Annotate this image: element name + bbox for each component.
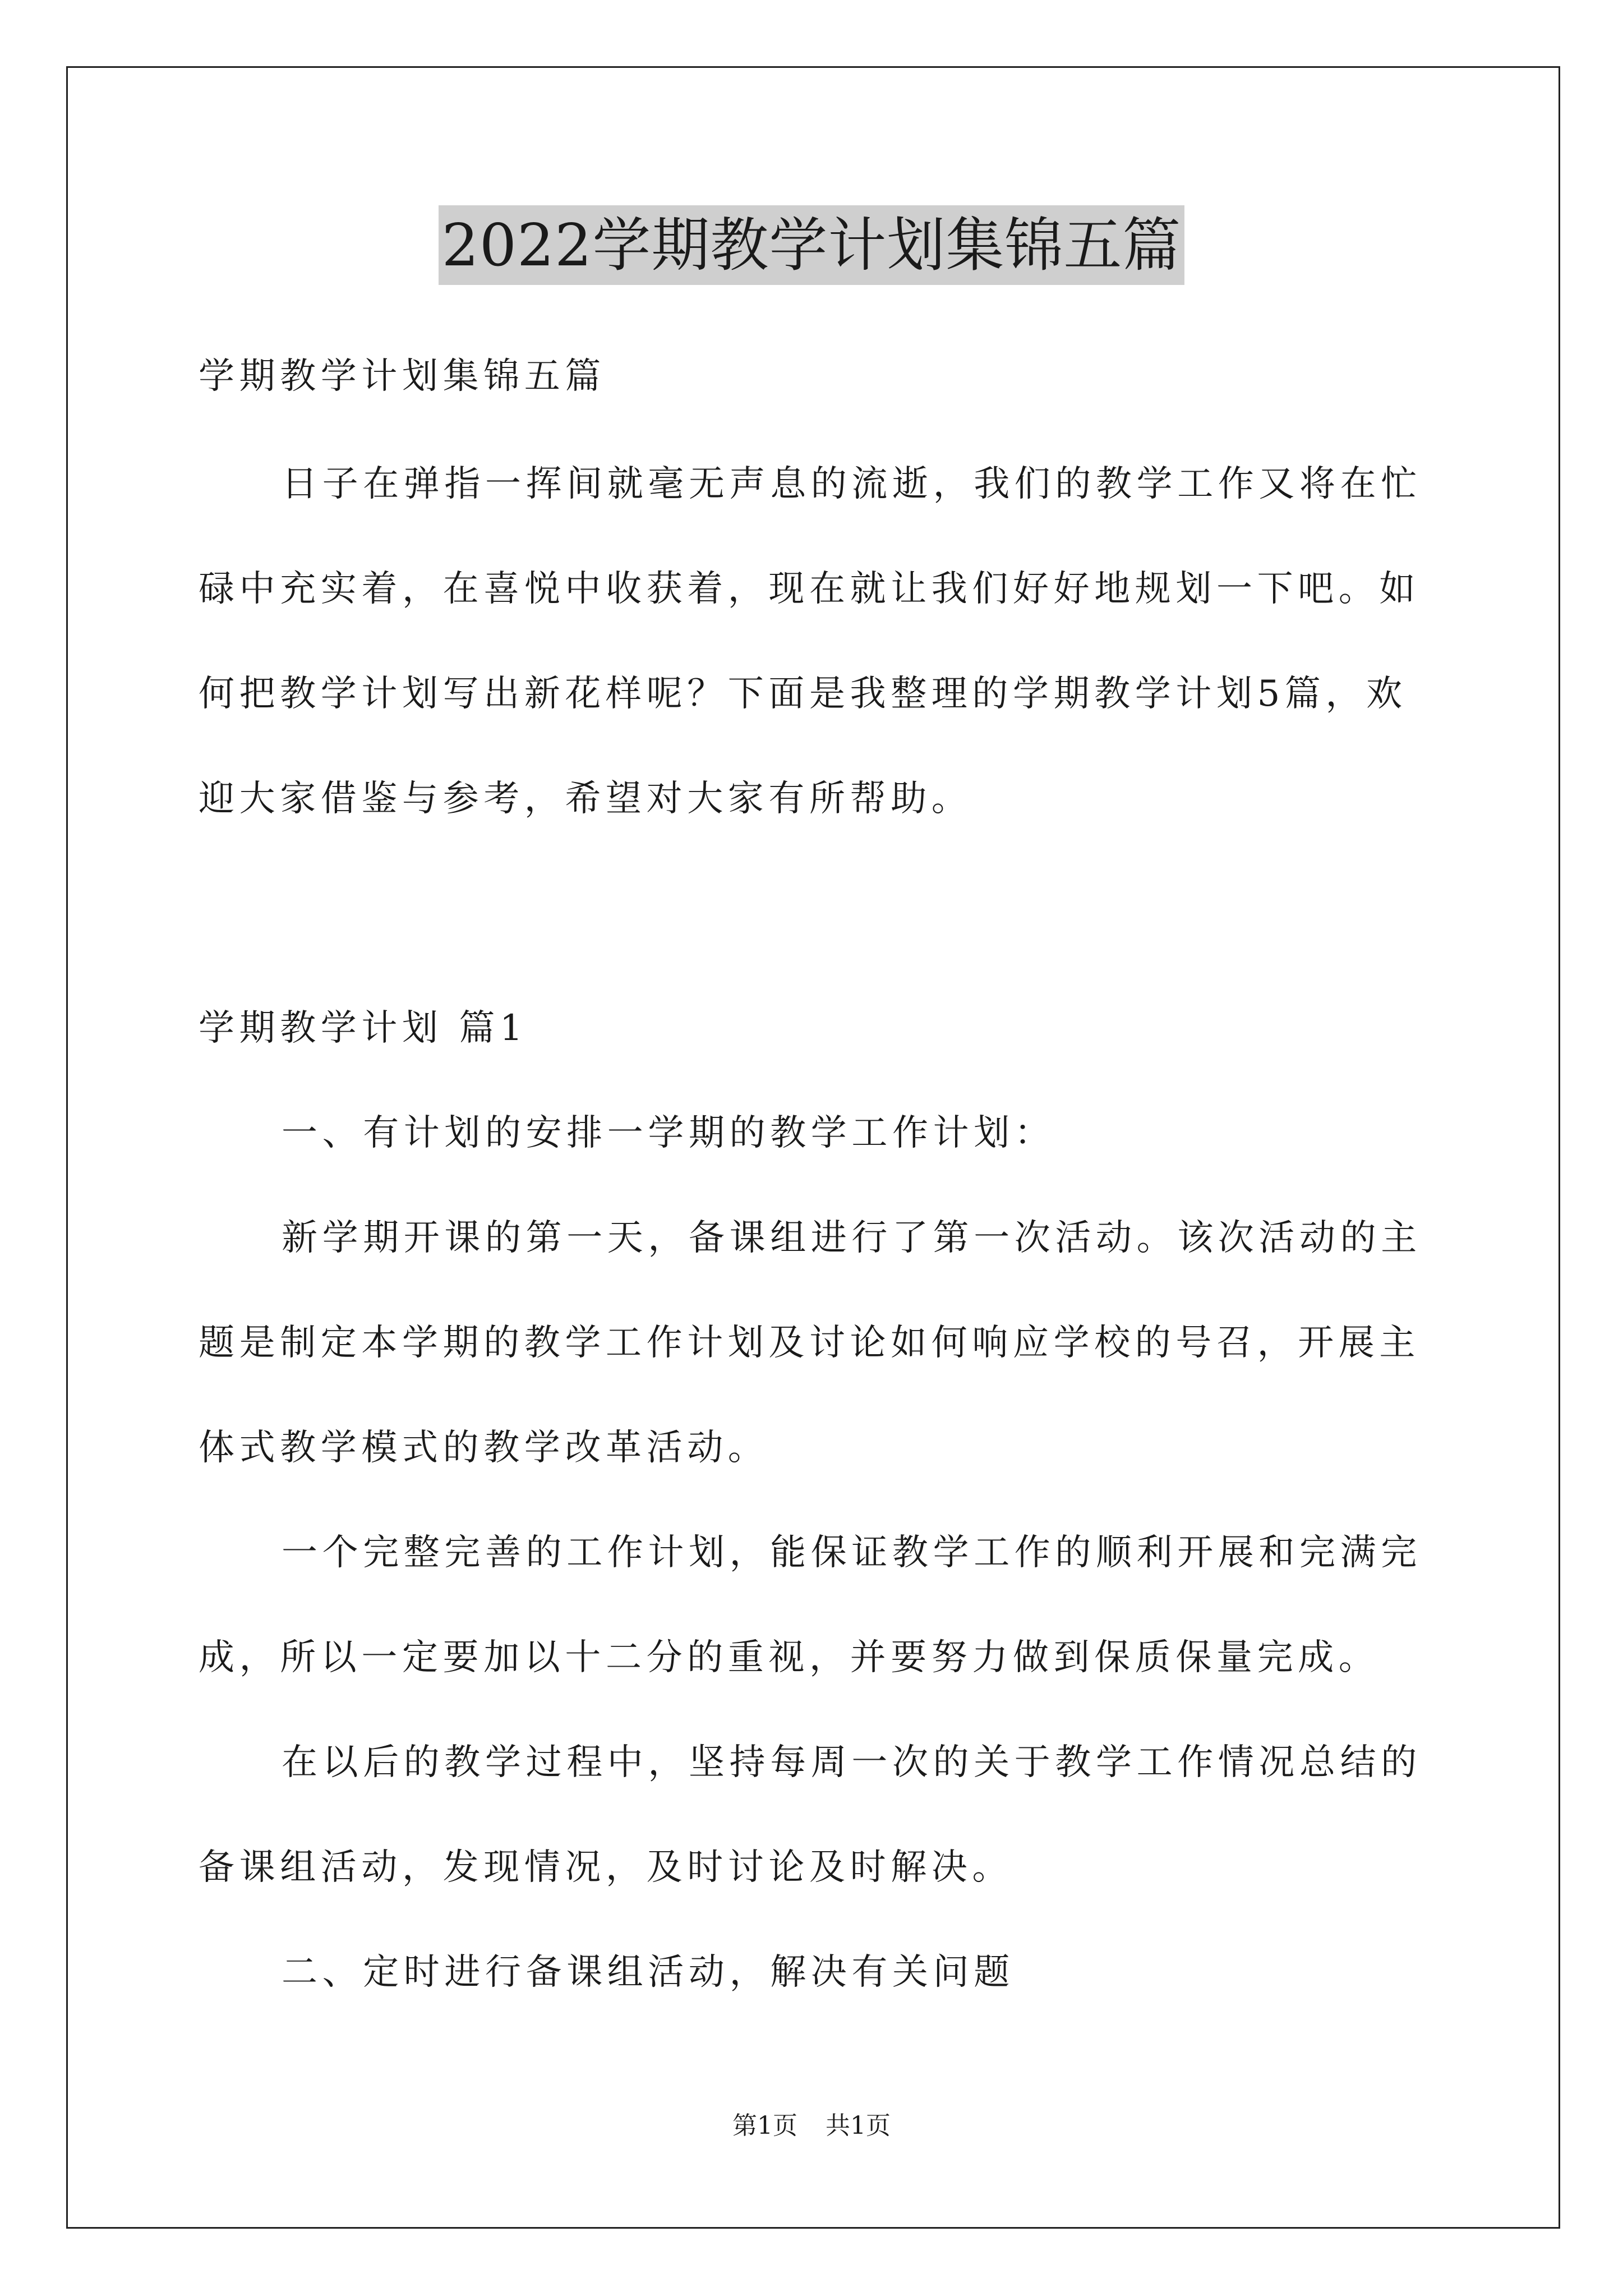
page-total: 共1页: [826, 2111, 891, 2140]
body-line: 备课组活动，发现情况，及时讨论及时解决。: [199, 1847, 1013, 1888]
page-number: 第1页: [732, 2111, 797, 2140]
document-title: 2022学期教学计划集锦五篇: [439, 205, 1185, 285]
intro-line: 何把教学计划写出新花样呢？下面是我整理的学期教学计划5篇，欢: [199, 673, 1407, 715]
section-heading: 学期教学计划 篇1: [199, 1007, 528, 1049]
body-line: 一、有计划的安排一学期的教学工作计划：: [282, 1112, 1055, 1154]
page-footer: [0, 2109, 1623, 2143]
body-line: 一个完整完善的工作计划，能保证教学工作的顺利开展和完满完: [282, 1532, 1422, 1573]
intro-line: 迎大家借鉴与参考，希望对大家有所帮助。: [199, 778, 972, 820]
body-line: 题是制定本学期的教学工作计划及讨论如何响应学校的号召，开展主: [199, 1322, 1420, 1364]
intro-line: 碌中充实着，在喜悦中收获着，现在就让我们好好地规划一下吧。如: [199, 568, 1420, 610]
body-line: 成，所以一定要加以十二分的重视，并要努力做到保质保量完成。: [199, 1637, 1380, 1678]
body-line: 新学期开课的第一天，备课组进行了第一次活动。该次活动的主: [282, 1217, 1422, 1259]
body-line: 在以后的教学过程中，坚持每周一次的关于教学工作情况总结的: [282, 1742, 1422, 1783]
intro-line: 日子在弹指一挥间就毫无声息的流逝，我们的教学工作又将在忙: [282, 463, 1422, 505]
document-subtitle: 学期教学计划集锦五篇: [199, 356, 606, 397]
body-line: 体式教学模式的教学改革活动。: [199, 1427, 769, 1469]
body-line: 二、定时进行备课组活动，解决有关问题: [282, 1952, 1015, 1993]
title-container: [0, 205, 1623, 285]
